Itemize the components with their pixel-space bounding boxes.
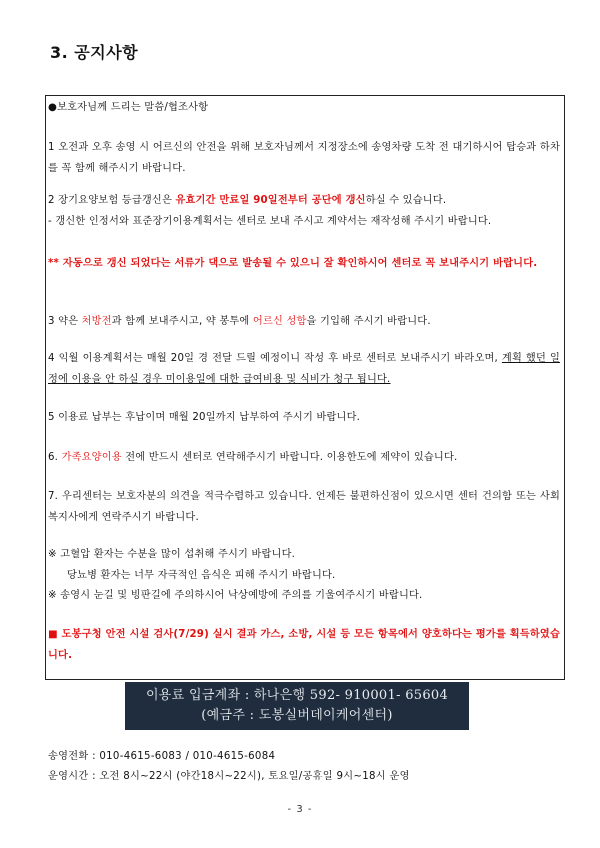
notice-inspection: ■ 도봉구청 안전 시설 검사(7/29) 실시 결과 가스, 소방, 시설 등 모든 항목에서 양호하다는 평가를 획득하였습니다. xyxy=(48,629,560,661)
item6-text-post: 전에 반드시 센터로 연락해주시기 바랍니다. 이용한도에 제약이 있습니다. xyxy=(121,452,458,463)
notice-item-6 xyxy=(48,447,560,468)
notice-item-2-warning xyxy=(48,253,560,274)
item2-text-post: 하실 수 있습니다. xyxy=(365,195,447,206)
notice-item-7: 7. 우리센터는 보호자분의 의견을 적극수렴하고 있습니다. 언제든 불편하신점이 있으시면 센터 건의함 또는 사회복지사에게 연락주시기 바랍니다. xyxy=(48,491,560,523)
item2-highlight: 유효기간 만료일 90일전부터 공단에 갱신 xyxy=(175,195,366,206)
item3-highlight-prescription: 처방전 xyxy=(81,316,112,327)
notice-item-2 xyxy=(48,190,560,211)
notice-note-3: ※ 송영시 눈길 및 빙판길에 주의하시어 낙상예방에 주의를 기울여주시기 바랍니다. xyxy=(48,590,423,601)
bank-account-line: 이용료 입금계좌 : 하나은행 592- 910001- 65604 xyxy=(145,688,449,703)
notice-note-1: ※ 고혈압 환자는 수분을 많이 섭취해 주시기 바랍니다. xyxy=(48,549,296,560)
item3-text-pre: 3 약은 xyxy=(48,316,82,327)
item4-text-a: 4 익월 이용계획서는 매월 20일 경 전달 드릴 예정이니 작성 후 바로 센터로 보내주시기 바라오며, xyxy=(48,353,498,364)
item2-text-pre: 2 장기요양보험 등급갱신은 xyxy=(48,195,176,206)
item3-highlight-name: 어르신 성함 xyxy=(252,316,307,327)
notice-item-2-sub: - 갱신한 인정서와 표준장기이용계획서는 센터로 보내 주시고 계약서는 재작성해 주시기 바랍니다. xyxy=(48,216,492,227)
notice-note-2: 당뇨병 환자는 너무 자극적인 음식은 피해 주시기 바랍니다. xyxy=(67,570,336,581)
item6-text-pre: 6. xyxy=(48,452,62,463)
notice-item-5: 5 이용료 납부는 후납이며 매월 20일까지 납부하여 주시기 바랍니다. xyxy=(48,412,361,423)
section-title: 3. 공지사항 xyxy=(50,43,139,62)
notice-item-3 xyxy=(48,311,560,332)
item3-text-post: 을 기입해 주시기 바랍니다. xyxy=(306,316,431,327)
item4-text-b: 계획 했던 일정에 이용을 안 하실 경우 미이용일에 대한 급여비용 및 식비가 청구 됩니다. xyxy=(48,353,560,385)
contact-hours: 운영시간 : 오전 8시~22시 (야간18시~22시), 토요일/공휴일 9시~18시 운영 xyxy=(48,771,410,782)
page-number: - 3 - xyxy=(287,804,313,815)
warning-text: 자동으로 갱신 되었다는 서류가 댁으로 발송될 수 있으니 잘 확인하시어 센터로 꼭 보내주시기 바랍니다. xyxy=(59,258,538,269)
notice-header: ●보호자님께 드리는 말씀/협조사항 xyxy=(48,102,209,113)
bank-account-banner xyxy=(125,682,469,730)
notice-item-1: 1 오전과 오후 송영 시 어르신의 안전을 위해 보호자님께서 지정장소에 송영차량 도착 전 대기하시어 탑승과 하차를 꼭 함께 해주시기 바랍니다. xyxy=(48,142,560,174)
item6-highlight: 가족요양이용 xyxy=(61,452,122,463)
warning-mark: ** xyxy=(48,258,60,269)
contact-phone: 송영전화 : 010-4615-6083 / 010-4615-6084 xyxy=(48,751,276,762)
notice-item-4 xyxy=(48,348,560,390)
item3-text-mid: 과 함께 보내주시고, 약 봉투에 xyxy=(111,316,253,327)
bank-holder-line: (예금주 : 도봉실버데이케어센터) xyxy=(201,708,393,723)
